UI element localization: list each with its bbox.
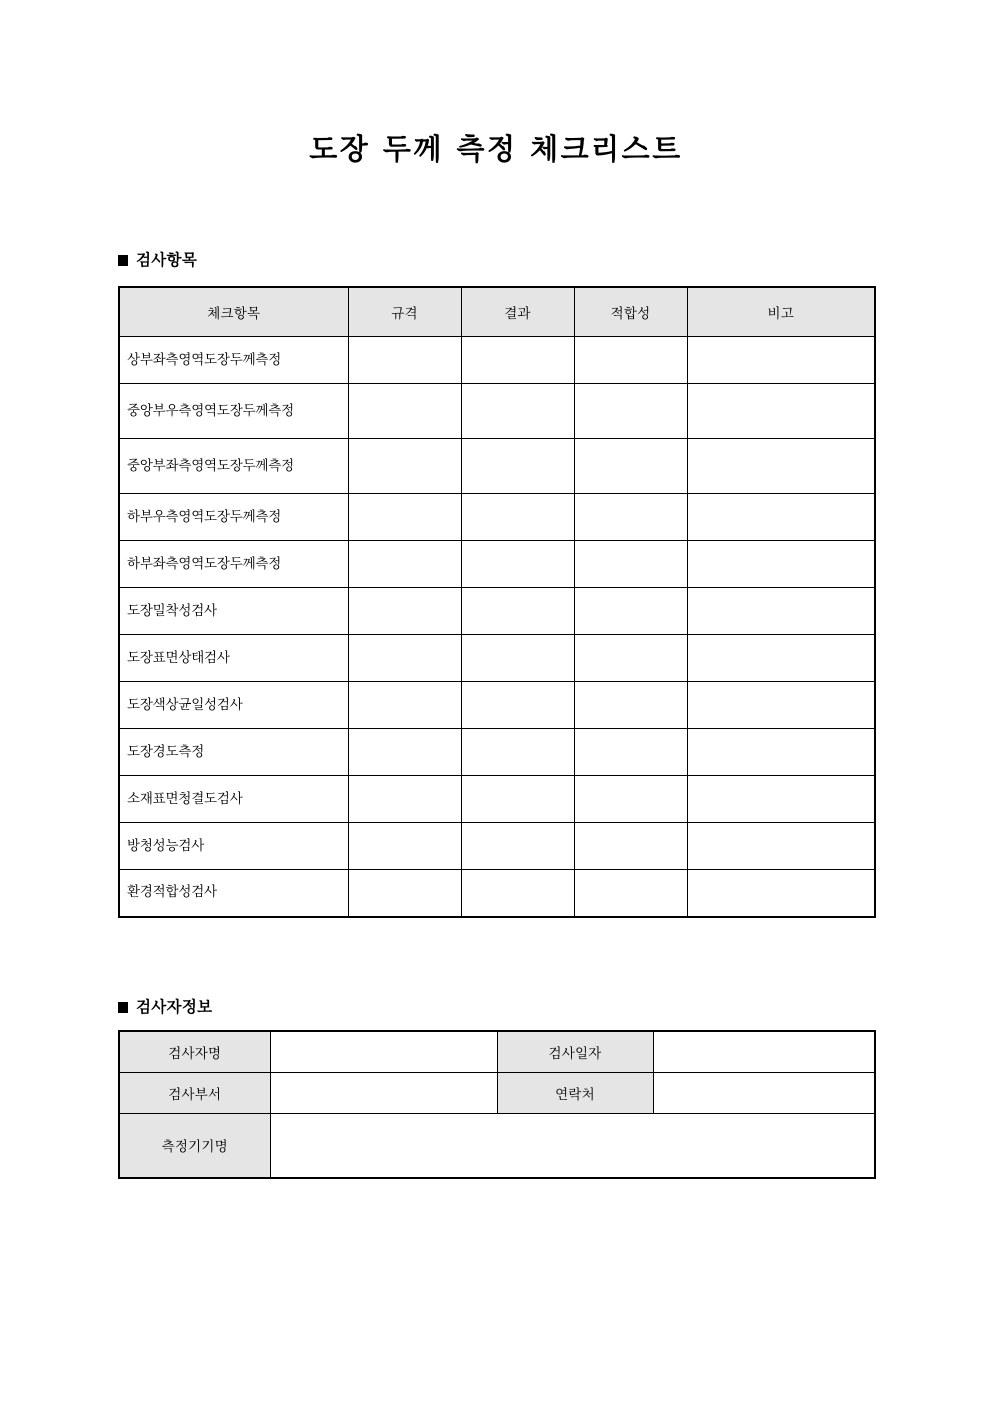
cell-remarks[interactable] xyxy=(687,776,875,823)
cell-result[interactable] xyxy=(461,823,574,870)
cell-result[interactable] xyxy=(461,337,574,384)
cell-remarks[interactable] xyxy=(687,439,875,494)
field-inspector-name[interactable] xyxy=(270,1031,497,1072)
inspector-row-instrument xyxy=(119,1113,875,1178)
cell-conformity[interactable] xyxy=(574,682,687,729)
cell-spec[interactable] xyxy=(348,439,461,494)
black-square-bullet-icon xyxy=(118,255,128,266)
cell-remarks[interactable] xyxy=(687,870,875,917)
cell-result[interactable] xyxy=(461,494,574,541)
cell-result[interactable] xyxy=(461,870,574,917)
cell-conformity[interactable] xyxy=(574,439,687,494)
cell-item: 도장색상균일성검사 xyxy=(119,682,348,729)
section-heading-label: 검사항목 xyxy=(136,251,198,269)
cell-conformity[interactable] xyxy=(574,870,687,917)
cell-spec[interactable] xyxy=(348,682,461,729)
cell-remarks[interactable] xyxy=(687,823,875,870)
column-header-item: 체크항목 xyxy=(119,287,348,337)
label-instrument: 측정기기명 xyxy=(119,1113,270,1178)
cell-spec[interactable] xyxy=(348,823,461,870)
cell-conformity[interactable] xyxy=(574,823,687,870)
table-row xyxy=(119,729,875,776)
cell-conformity[interactable] xyxy=(574,337,687,384)
table-row xyxy=(119,588,875,635)
cell-item: 도장밀착성검사 xyxy=(119,588,348,635)
table-row xyxy=(119,541,875,588)
cell-item: 하부좌측영역도장두께측정 xyxy=(119,541,348,588)
cell-item: 도장표면상태검사 xyxy=(119,635,348,682)
cell-conformity[interactable] xyxy=(574,384,687,439)
cell-result[interactable] xyxy=(461,729,574,776)
cell-spec[interactable] xyxy=(348,384,461,439)
cell-remarks[interactable] xyxy=(687,635,875,682)
cell-item: 소재표면청결도검사 xyxy=(119,776,348,823)
cell-item: 상부좌측영역도장두께측정 xyxy=(119,337,348,384)
column-header-remarks: 비고 xyxy=(687,287,875,337)
column-header-spec: 규격 xyxy=(348,287,461,337)
cell-remarks[interactable] xyxy=(687,588,875,635)
cell-conformity[interactable] xyxy=(574,729,687,776)
cell-spec[interactable] xyxy=(348,588,461,635)
cell-conformity[interactable] xyxy=(574,776,687,823)
cell-remarks[interactable] xyxy=(687,384,875,439)
page-title: 도장 두께 측정 체크리스트 xyxy=(309,132,683,166)
inspector-row-department-contact xyxy=(119,1072,875,1113)
table-row xyxy=(119,494,875,541)
cell-spec[interactable] xyxy=(348,541,461,588)
section-heading-label: 검사자정보 xyxy=(136,998,213,1016)
table-row xyxy=(119,384,875,439)
field-instrument[interactable] xyxy=(270,1113,875,1178)
field-department[interactable] xyxy=(270,1072,497,1113)
cell-spec[interactable] xyxy=(348,337,461,384)
cell-item: 중앙부우측영역도장두께측정 xyxy=(119,384,348,439)
cell-spec[interactable] xyxy=(348,635,461,682)
cell-item: 방청성능검사 xyxy=(119,823,348,870)
cell-remarks[interactable] xyxy=(687,729,875,776)
cell-conformity[interactable] xyxy=(574,494,687,541)
section-heading-inspector-info xyxy=(118,1000,212,1016)
cell-result[interactable] xyxy=(461,776,574,823)
cell-remarks[interactable] xyxy=(687,494,875,541)
label-department: 검사부서 xyxy=(119,1072,270,1113)
inspector-info-table xyxy=(118,1030,876,1179)
cell-spec[interactable] xyxy=(348,729,461,776)
black-square-bullet-icon xyxy=(118,1002,128,1013)
table-row xyxy=(119,870,875,917)
table-row xyxy=(119,439,875,494)
table-header-row xyxy=(119,287,875,337)
cell-item: 하부우측영역도장두께측정 xyxy=(119,494,348,541)
field-contact[interactable] xyxy=(653,1072,875,1113)
cell-result[interactable] xyxy=(461,682,574,729)
cell-remarks[interactable] xyxy=(687,682,875,729)
cell-conformity[interactable] xyxy=(574,635,687,682)
column-header-conformity: 적합성 xyxy=(574,287,687,337)
cell-result[interactable] xyxy=(461,384,574,439)
label-inspection-date: 검사일자 xyxy=(497,1031,653,1072)
label-contact: 연락처 xyxy=(497,1072,653,1113)
section-heading-inspection-items xyxy=(118,253,197,269)
table-row xyxy=(119,776,875,823)
cell-item: 환경적합성검사 xyxy=(119,870,348,917)
cell-remarks[interactable] xyxy=(687,541,875,588)
cell-result[interactable] xyxy=(461,439,574,494)
field-inspection-date[interactable] xyxy=(653,1031,875,1072)
cell-spec[interactable] xyxy=(348,776,461,823)
table-row xyxy=(119,823,875,870)
cell-conformity[interactable] xyxy=(574,541,687,588)
column-header-result: 결과 xyxy=(461,287,574,337)
cell-result[interactable] xyxy=(461,635,574,682)
cell-item: 도장경도측정 xyxy=(119,729,348,776)
table-row xyxy=(119,682,875,729)
inspector-row-name-date xyxy=(119,1031,875,1072)
cell-conformity[interactable] xyxy=(574,588,687,635)
table-row xyxy=(119,635,875,682)
cell-spec[interactable] xyxy=(348,494,461,541)
cell-result[interactable] xyxy=(461,541,574,588)
label-inspector-name: 검사자명 xyxy=(119,1031,270,1072)
cell-result[interactable] xyxy=(461,588,574,635)
cell-remarks[interactable] xyxy=(687,337,875,384)
cell-item: 중앙부좌측영역도장두께측정 xyxy=(119,439,348,494)
table-row xyxy=(119,337,875,384)
cell-spec[interactable] xyxy=(348,870,461,917)
inspection-items-table xyxy=(118,286,876,918)
